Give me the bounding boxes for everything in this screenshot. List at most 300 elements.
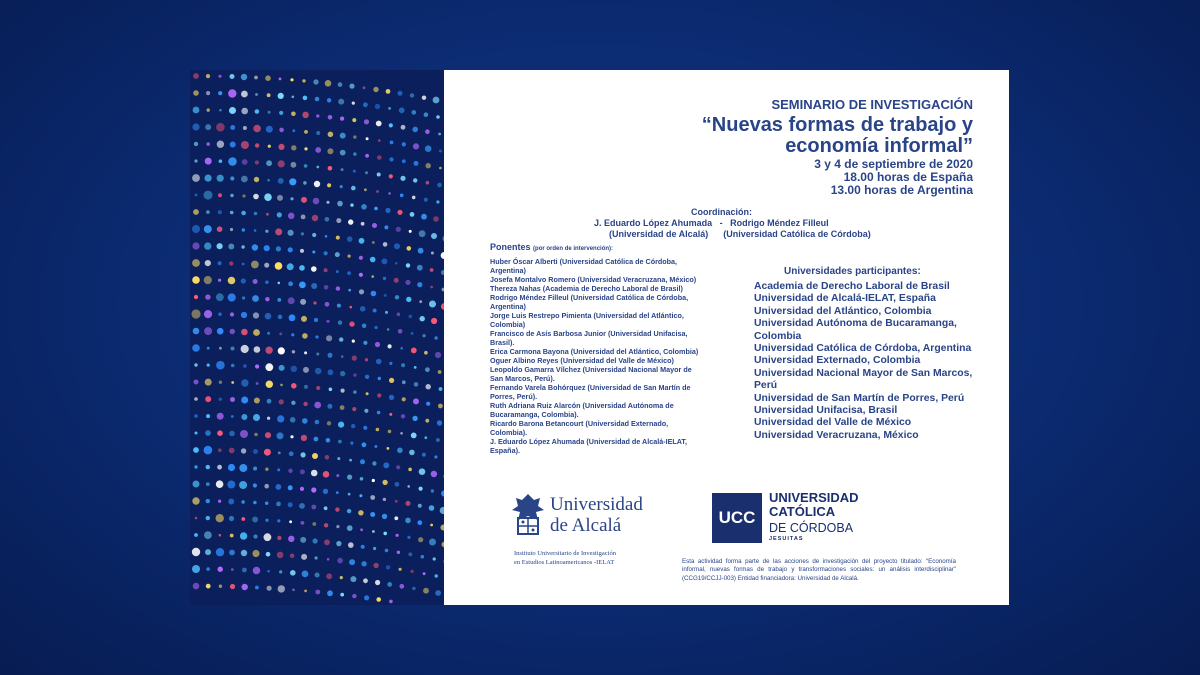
light-dot xyxy=(347,271,351,275)
light-dot xyxy=(192,565,200,573)
light-dot xyxy=(327,183,331,187)
light-dot xyxy=(316,114,319,117)
light-dot xyxy=(219,534,222,537)
light-dot xyxy=(277,536,281,540)
light-dot xyxy=(406,501,411,506)
list-item: Universidad Veracruzana, México xyxy=(754,429,919,441)
light-dot xyxy=(241,517,245,521)
light-dot xyxy=(436,438,440,442)
light-dot xyxy=(315,590,320,595)
light-dot xyxy=(315,335,318,338)
light-dot xyxy=(401,414,405,418)
light-dot xyxy=(438,404,443,409)
alcala-name-line2: de Alcalá xyxy=(550,515,622,536)
light-dot xyxy=(381,258,387,264)
light-dot xyxy=(358,510,363,515)
light-dot xyxy=(253,567,261,575)
light-dot xyxy=(408,468,412,472)
light-dot xyxy=(301,215,306,220)
light-dot xyxy=(377,411,381,415)
light-dot xyxy=(421,214,427,220)
light-dot xyxy=(374,207,378,211)
light-dot xyxy=(277,519,280,522)
light-dot xyxy=(399,107,405,113)
light-dot xyxy=(192,242,199,249)
light-dot xyxy=(396,227,401,232)
light-dot xyxy=(316,353,319,356)
light-dot xyxy=(400,432,403,435)
light-dot xyxy=(243,364,246,367)
light-dot xyxy=(324,251,328,255)
light-dot xyxy=(429,539,436,546)
light-dot xyxy=(254,212,258,216)
light-dot xyxy=(350,442,353,445)
light-dot xyxy=(375,580,380,585)
light-dot xyxy=(253,467,257,471)
light-dot xyxy=(301,521,305,525)
light-dot xyxy=(218,313,221,316)
light-dot xyxy=(375,326,378,329)
light-dot xyxy=(205,549,211,555)
light-dot xyxy=(372,530,375,533)
light-dot xyxy=(338,82,343,87)
light-dot xyxy=(303,96,308,101)
light-dot xyxy=(206,74,210,78)
light-dot xyxy=(411,332,414,335)
light-dot xyxy=(325,80,332,87)
light-dot xyxy=(276,246,281,251)
light-dot xyxy=(426,181,430,185)
light-dot xyxy=(217,465,222,470)
light-dot xyxy=(278,144,284,150)
light-dot xyxy=(366,392,369,395)
light-dot xyxy=(429,301,436,308)
light-dot xyxy=(192,259,200,267)
light-dot xyxy=(192,174,200,182)
light-dot xyxy=(265,75,271,81)
light-dot xyxy=(218,567,223,572)
light-dot xyxy=(254,398,260,404)
list-item: Universidad Externado, Colombia xyxy=(754,355,921,367)
light-dot xyxy=(338,99,344,105)
light-dot xyxy=(289,178,296,185)
light-dot xyxy=(207,347,210,350)
light-dot xyxy=(434,455,437,458)
light-dot xyxy=(194,380,199,385)
light-dot xyxy=(194,414,198,418)
light-dot xyxy=(408,315,412,319)
list-item: Oguer Albino Reyes (Universidad del Valle de México) xyxy=(490,356,674,365)
light-dot xyxy=(371,275,374,278)
light-dot xyxy=(204,446,213,455)
list-item: Ruth Adriana Ruiz Alarcón (Universidad Autónoma de Bucaramanga, Colombia). xyxy=(490,401,674,419)
light-dot xyxy=(437,183,442,188)
light-dot xyxy=(291,401,295,405)
light-dot xyxy=(336,270,339,273)
light-dot xyxy=(370,495,375,500)
light-dot xyxy=(371,291,377,297)
light-dot xyxy=(241,379,248,386)
universidad-alcala-logo xyxy=(510,490,690,575)
light-dot xyxy=(253,329,260,336)
light-dot xyxy=(242,228,245,231)
light-dot xyxy=(265,502,268,505)
light-dot xyxy=(335,507,339,511)
light-dot xyxy=(417,520,422,525)
light-dot xyxy=(313,301,316,304)
light-dot xyxy=(411,570,414,573)
light-dot xyxy=(430,268,434,272)
light-dot xyxy=(227,481,235,489)
light-dot xyxy=(314,181,320,187)
light-dot xyxy=(266,213,269,216)
light-dot xyxy=(288,297,295,304)
light-dot xyxy=(340,185,343,188)
light-dot xyxy=(385,311,388,314)
light-dot xyxy=(230,228,233,231)
light-dot xyxy=(242,584,248,590)
light-dot xyxy=(254,433,258,437)
light-dot xyxy=(315,368,322,375)
light-dot xyxy=(253,194,259,200)
light-dot xyxy=(267,570,270,573)
light-dot xyxy=(302,418,308,424)
light-dot xyxy=(374,445,377,448)
light-dot xyxy=(277,552,284,559)
light-dot xyxy=(359,256,363,260)
list-item: Thereza Nahas (Academia de Derecho Laboral de Brasil) xyxy=(490,284,683,293)
light-dot xyxy=(277,432,284,439)
light-dot xyxy=(352,118,356,122)
light-dot xyxy=(378,377,381,380)
light-dot xyxy=(267,93,271,97)
light-dot xyxy=(414,161,419,166)
light-dot xyxy=(375,104,380,109)
light-dot xyxy=(241,278,246,283)
light-dot xyxy=(394,278,399,283)
light-dot xyxy=(336,474,339,477)
light-dot xyxy=(229,431,235,437)
light-dot xyxy=(204,225,212,233)
light-dot xyxy=(407,536,410,539)
light-dot xyxy=(348,493,351,496)
light-dot xyxy=(241,245,244,248)
light-dot xyxy=(314,437,319,442)
light-dot xyxy=(290,417,296,423)
light-dot xyxy=(341,355,344,358)
light-dot xyxy=(419,487,423,491)
light-dot xyxy=(394,243,400,249)
light-dot xyxy=(254,76,258,80)
light-dot xyxy=(383,242,388,247)
light-dot xyxy=(339,337,343,341)
light-dot xyxy=(206,91,210,95)
light-dot xyxy=(324,539,330,545)
light-dot xyxy=(347,475,352,480)
light-dot xyxy=(290,554,295,559)
light-dot xyxy=(340,371,345,376)
seminar-title: “Nuevas formas de trabajo y economía informal” xyxy=(701,114,973,157)
light-dot xyxy=(241,414,247,420)
light-dot xyxy=(352,340,355,343)
light-dot xyxy=(302,333,308,339)
light-dot xyxy=(216,548,224,556)
light-dot xyxy=(255,160,259,164)
light-dot xyxy=(402,380,406,384)
light-dot xyxy=(313,198,320,205)
light-dot xyxy=(389,600,393,604)
light-dot xyxy=(267,179,270,182)
light-dot xyxy=(268,145,271,148)
light-dot xyxy=(230,176,234,180)
light-dot xyxy=(242,159,248,165)
light-dot xyxy=(431,252,434,255)
alcala-crest-icon xyxy=(510,492,546,540)
light-dot xyxy=(253,125,261,133)
alcala-name-line1: Universidad xyxy=(550,494,643,515)
light-dot xyxy=(230,329,235,334)
light-dot xyxy=(375,342,380,347)
light-dot xyxy=(279,128,284,133)
seminar-date: 3 y 4 de septiembre de 2020 xyxy=(814,157,973,171)
light-dot xyxy=(395,262,398,265)
light-dot xyxy=(417,265,423,271)
light-dot xyxy=(340,117,344,121)
light-dot xyxy=(301,197,307,203)
light-dot xyxy=(433,216,439,222)
light-dot xyxy=(326,201,329,204)
light-dot xyxy=(353,152,356,155)
light-dot xyxy=(422,453,426,457)
light-dot xyxy=(398,329,403,334)
light-dot xyxy=(230,74,235,79)
light-dot xyxy=(336,286,340,290)
light-dot xyxy=(352,407,356,411)
light-dot xyxy=(312,251,315,254)
light-dot xyxy=(229,107,236,114)
light-dot xyxy=(288,247,293,252)
light-dot xyxy=(239,464,247,472)
light-dot xyxy=(363,86,366,89)
light-dot xyxy=(397,313,401,317)
light-dot xyxy=(429,505,435,511)
light-dot xyxy=(219,398,222,401)
light-dot xyxy=(312,453,318,459)
light-dot xyxy=(217,175,224,182)
light-dot xyxy=(219,585,222,588)
light-dot xyxy=(396,465,400,469)
light-dot xyxy=(207,108,210,111)
light-dot xyxy=(348,289,351,292)
ucc-line3: DE CÓRDOBA xyxy=(769,521,854,535)
light-dot xyxy=(301,435,307,441)
light-dot xyxy=(430,524,433,527)
light-dot xyxy=(254,177,259,182)
light-dot xyxy=(405,280,410,285)
light-dot xyxy=(324,523,328,527)
light-dot xyxy=(423,588,429,594)
light-dot xyxy=(337,201,343,207)
light-dot xyxy=(366,137,369,140)
light-dot xyxy=(206,499,210,503)
light-dot xyxy=(292,129,295,132)
light-dot xyxy=(195,194,198,197)
light-dot xyxy=(397,210,402,215)
light-dot xyxy=(325,302,330,307)
light-dot xyxy=(364,119,369,124)
light-dot xyxy=(290,197,293,200)
light-dot xyxy=(302,112,309,119)
light-dot xyxy=(256,382,259,385)
light-dot xyxy=(230,194,233,197)
light-dot xyxy=(412,110,417,115)
light-dot xyxy=(218,500,221,503)
light-dot xyxy=(373,309,377,313)
light-dot xyxy=(206,465,210,469)
light-dot xyxy=(216,480,224,488)
coordination-title: Coordinación: xyxy=(691,207,752,217)
light-dot xyxy=(265,363,273,371)
light-dot xyxy=(407,246,412,251)
light-dot xyxy=(231,568,234,571)
light-dot xyxy=(314,318,318,322)
light-dot xyxy=(377,173,381,177)
light-dot xyxy=(328,369,334,375)
funding-footnote: Esta actividad forma parte de las acciones de investigación del proyecto titulado: “Economía informal, nuevas formas de trabajo y transformaciones sociales: un análisis interdisciplinar” (CCG19/CCJJ-003) Entidad financiadora: Universidad de Alcalá. xyxy=(682,558,956,582)
list-item: Universidad Católica de Córdoba, Argentina xyxy=(754,343,972,355)
light-dot xyxy=(253,279,258,284)
light-dot xyxy=(291,145,296,150)
light-dot xyxy=(412,127,418,133)
light-dot xyxy=(365,375,369,379)
ucc-abbr-badge: UCC xyxy=(712,493,762,543)
light-dot xyxy=(417,282,422,287)
light-dot xyxy=(414,382,419,387)
light-dot xyxy=(241,448,246,453)
light-dot xyxy=(312,522,316,526)
light-dot xyxy=(406,297,411,302)
poster-content xyxy=(444,70,1009,605)
light-dot xyxy=(439,167,442,170)
list-item: Universidad del Valle de México xyxy=(754,417,912,429)
light-dot xyxy=(382,514,387,519)
light-dot xyxy=(352,102,355,105)
light-dot xyxy=(265,432,271,438)
light-dot xyxy=(325,455,330,460)
light-dot xyxy=(194,465,197,468)
light-dot xyxy=(241,345,249,353)
light-dot xyxy=(311,266,317,272)
light-dot xyxy=(229,261,233,265)
seminar-schedule xyxy=(814,158,973,197)
light-dot xyxy=(290,570,296,576)
light-dot xyxy=(387,582,392,587)
light-dot xyxy=(398,91,403,96)
light-dot xyxy=(312,215,318,221)
light-dot xyxy=(228,89,236,97)
light-dot xyxy=(303,367,309,373)
light-dot xyxy=(421,555,425,559)
ucc-line4: JESUITAS xyxy=(769,536,804,542)
light-dot xyxy=(241,176,248,183)
list-item: Francisco de Asís Barbosa Junior (Universidad Unifacisa, Brasil). xyxy=(490,329,688,347)
light-dot xyxy=(359,289,364,294)
light-dot xyxy=(204,276,212,284)
light-dot xyxy=(359,238,365,244)
light-dot xyxy=(241,329,248,336)
light-dot xyxy=(431,318,437,324)
light-dot xyxy=(304,385,308,389)
light-dot xyxy=(387,447,390,450)
light-dot xyxy=(337,304,341,308)
light-dot xyxy=(414,366,417,369)
light-dot xyxy=(219,75,222,78)
light-dot xyxy=(324,285,329,290)
light-dot xyxy=(359,494,362,497)
light-dot xyxy=(326,573,332,579)
list-item: Huber Óscar Alberti (Universidad Católica de Córdoba, Argentina) xyxy=(490,257,678,275)
light-dot xyxy=(193,209,199,215)
light-dot xyxy=(240,532,247,539)
light-dot xyxy=(230,397,235,402)
light-dot xyxy=(265,230,268,233)
light-dot xyxy=(253,501,257,505)
light-dot xyxy=(264,533,272,541)
light-dot xyxy=(400,347,403,350)
light-dot xyxy=(439,387,443,391)
light-dot xyxy=(280,384,283,387)
light-dot xyxy=(230,211,234,215)
ucc-line2: CATÓLICA xyxy=(769,504,836,519)
light-dot xyxy=(313,79,318,84)
light-dot xyxy=(242,263,245,266)
light-dot xyxy=(340,576,343,579)
light-dot xyxy=(266,160,272,166)
light-dot xyxy=(350,306,353,309)
light-dot xyxy=(292,350,295,353)
light-dot xyxy=(230,312,234,316)
light-dot xyxy=(304,590,307,593)
light-dot xyxy=(289,451,294,456)
light-dot xyxy=(194,295,198,299)
light-dot xyxy=(340,405,345,410)
light-dot xyxy=(384,225,388,229)
light-dot xyxy=(399,584,404,589)
light-dot xyxy=(353,135,356,138)
light-dot xyxy=(265,313,272,320)
light-dot xyxy=(409,450,415,456)
light-dot xyxy=(383,462,389,468)
light-dot xyxy=(255,364,259,368)
light-dot xyxy=(413,143,419,149)
light-dot xyxy=(255,109,260,114)
light-dot xyxy=(194,363,197,366)
light-dot xyxy=(241,91,248,98)
light-dot xyxy=(290,435,293,438)
light-dot xyxy=(300,537,306,543)
light-dot xyxy=(219,159,223,163)
light-dot xyxy=(277,195,283,201)
ielat-line2: en Estudios Latinoamericanos -IELAT xyxy=(514,559,615,566)
list-item: Universidad Unifacisa, Brasil xyxy=(754,405,898,417)
light-dot xyxy=(276,502,281,507)
light-dot xyxy=(389,174,393,178)
light-dot xyxy=(192,548,200,556)
light-dot xyxy=(193,583,200,590)
light-dot xyxy=(437,420,442,425)
light-dot xyxy=(228,293,236,301)
light-dot xyxy=(229,448,235,454)
